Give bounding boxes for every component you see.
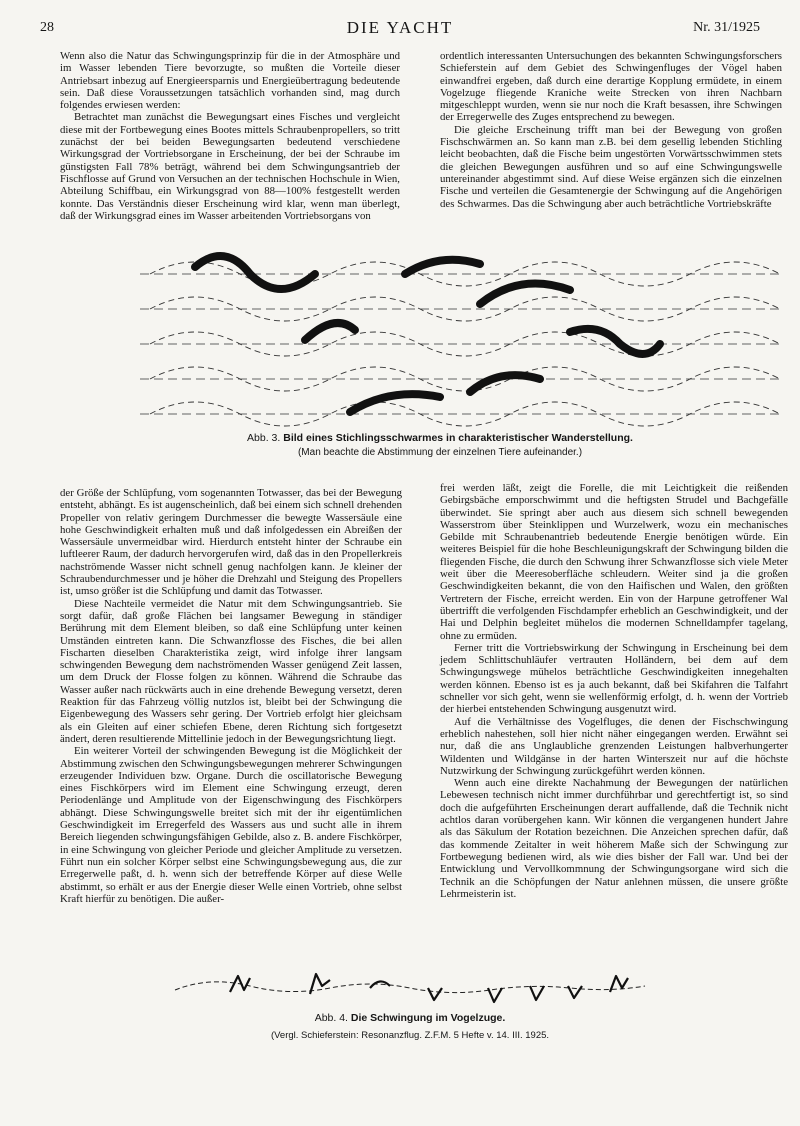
stickleback-swarm-figure — [140, 252, 780, 427]
bird-silhouette — [488, 988, 502, 1002]
paragraph: Ferner tritt die Vortriebswirkung der Schwingung in Erscheinung bei dem jedem Schlittschuhläufer vertrauten Holländern, bei dem auf dem Schwingungswege mühelos beträchtliche Geschwindigkeiten innegehalten werden können. Ebenso ist es ja auch bekannt, daß bei Skifahren die Talfahrt schneller vor sich geht, wenn sie wellenförmig erfolgt, d. h. wenn der Vortrieb der hierbei entstehenden Schwingung ausgenutzt wird. — [440, 641, 788, 716]
fish-silhouette — [405, 260, 480, 274]
fish-silhouette — [480, 284, 570, 304]
bird-silhouette — [428, 988, 442, 1000]
figure-4-note: (Vergl. Schieferstein: Resonanzflug. Z.F.M. 5 Hefte v. 14. III. 1925. — [270, 1030, 550, 1041]
paragraph: Wenn auch eine direkte Nachahmung der Bewegungen der natürlichen Lebewesen technisch nicht immer durchführbar und gerechtfertigt ist, so sind doch die aufgeführten Erscheinungen derart auffallende, daß die Technik nicht achtlos daran vorübergehen kann. Wir können die vergangenen hundert Jahre als das Säkulum der Rotation bezeichnen. Die Anzeichen sprechen dafür, daß das kommende Zeitalter in weit höherem Maße sich der Schwingung zur Fortbewegung bedienen wird, als wie dies bisher der Fall war. Und bei der Entwicklung und Vervollkommnung der Schwingungsorgane wird sich die Technik an die Schöpfungen der Natur anlehnen müssen, die unsere größte Lehrmeisterin ist. — [440, 777, 788, 900]
figure-4-label: Abb. 4. — [314, 1012, 348, 1024]
figure-4-title: Die Schwingung im Vogelzuge. — [350, 1012, 506, 1024]
bird-silhouette — [370, 981, 390, 988]
fish-silhouette — [195, 256, 315, 289]
paragraph: Diese Nachteile vermeidet die Natur mit dem Schwingungsantrieb. Sie sorgt dafür, daß große Flächen bei langsamer Bewegung in ständiger Berührung mit dem Element bleiben, so daß eine Schlüpfung unter keinen Umständen eintreten kann. Die Schwanzflosse des Fisches, die bei allen Fischarten dieselben Charakteristika zeigt, wird infolge ihrer langsam schwingenden Bewegung dem nachströmenden Wasser genügend Zeit lassen, um dem Druck der Flosse folgen zu können. Während die Schraube das Wasser außer nach rückwärts auch in eine drehende Bewegung versetzt, deren Reaktion für das Fahrzeug völlig nutzlos ist, bleibt bei der Schwingung die Eigenbewegung des Wassers sehr gering. Der Vortrieb erfolgt hier gleichsam als ein Gleiten auf einer schiefen Ebene, deren Richtung sich fortgesetzt ändert, deren resultierende Mittellinie jedoch in der Bewegungsrichtung liegt. — [60, 597, 402, 745]
paragraph: der Größe der Schlüpfung, vom sogenannten Totwasser, das bei der Bewegung entsteht, abhängt. Es ist augenscheinlich, daß bei einem sich schnell drehenden Propeller von relativ geringem Durchmesser die bewegte Wassersäule eine hohe Geschwindigkeit erhalten muß und daß infolgedessen ein Abreißen der Wassersäule unvermeidbar wird. Hierdurch entsteht hinter der Schraube ein luftleerer Raum, der dadurch hervorgerufen wird, daß das in den Propellerkreis nachströmende Wasser nicht schnell genug nachfolgen kann. Je kleiner der Schraubendurchmesser und je höher die Drehzahl und Steigung des Propellers ist, umso größer ist die Schlüpfung und damit das Totwasser. — [60, 487, 402, 598]
issue-number: Nr. 31/1925 — [693, 20, 760, 35]
journal-title: DIE YACHT — [346, 18, 454, 37]
figure-3-note: (Man beachte die Abstimmung der einzelnen Tiere aufeinander.) — [297, 447, 583, 458]
bird-silhouette — [568, 986, 582, 998]
fish-silhouette — [350, 394, 440, 412]
figure-3-title: Bild eines Stichlingsschwarmes in charakteristischer Wanderstellung. — [283, 432, 633, 444]
paragraph: Ein weiterer Vorteil der schwingenden Bewegung ist die Möglichkeit der Abstimmung zwischen den Schwingungsbewegungen mehrerer Schwingungen erzeugender Individuen bzw. Organe. Durch die oscillatorische Bewegung eines Fischkörpers wird im Element eine Schwingung erzeugt, deren Periodenlänge und Amplitude von der Eigenschwingung des Fischkörpers abhängt. Diese Schwingungswelle breitet sich mit der ihr eigentümlichen Geschwindigkeit im Erregerfeld des Wassers aus und sucht alle in ihrem Bereich liegenden schwingungsfähigen Gebilde, also z. B. andere Fischkörper, in eine Schwingung von gleicher Periode und gleicher Amplitude zu versetzen. Führt nun ein solcher Körper selbst eine Schwingungsbewegung aus, die zur Erregerwelle paßt, d. h. wenn sich der betreffende Körper auf diese Welle abstimmt, so erhält er aus der Energie dieser Welle einen Vortrieb, ohne selbst Kraft hierfür zu benötigen. Die außer- — [60, 745, 402, 905]
column-top-left — [60, 50, 400, 222]
column-bottom-left — [60, 487, 402, 905]
page-number: 28 — [40, 20, 54, 35]
column-top-right — [440, 50, 782, 210]
bird-silhouette — [530, 986, 544, 1000]
paragraph: frei werden läßt, zeigt die Forelle, die mit Leichtigkeit die reißenden Gebirgsbäche emporschwimmt und die heftigsten Strudel und Bachgefälle überwindet. Sie springt aber auch aus diesem sich schnell bewegenden Wasserstrom über Steinklippen und Wurzelwerk, wozu ein mechanisches Gebilde mit Schraubenantrieb bedeutende Energie benötigen würde. Ein weiteres Beispiel für die hohe Beschleunigungskraft der Schwingung bilden die fliegenden Fische, die durch den Schwung ihrer Schwanzflosse sich viele Meter weit über die Meeresoberfläche schleudern. Weiter sind ja die großen Geschwindigkeiten bekannt, die von den Haifischen und Walen, den größten Vertretern der Fische, erreicht werden. Ein von der Harpune getroffener Wal übertrifft die verfolgenden Fischdampfer erheblich an Geschwindigkeit, und der Hai und Delphin begleitet mühelos die modernen Schnelldampfer tagelang, ohne zu ermüden. — [440, 482, 788, 642]
paragraph: Die gleiche Erscheinung trifft man bei der Bewegung von großen Fischschwärmen an. So kann man z.B. bei dem gesellig lebenden Stichling leicht beobachten, daß die Fische beim ungestörten Vorwärtsschwimmen stets die gleichen Bewegungen ausführen und so auf eine Schwingungswelle untereinander abgestimmt sind. Auf diese Weise ergänzen sich die einzelnen Fische und verteilen die Gesamtenergie der Schwingung auf die Angehörigen des Schwarmes. Das die Schwingung aber auch beträchtliche Vortriebskräfte — [440, 123, 782, 210]
fish-silhouette — [305, 323, 355, 340]
paragraph: Auf die Verhältnisse des Vogelfluges, die denen der Fischschwingung erheblich nahestehen, soll hier nicht näher eingegangen werden. Erwähnt sei nur, daß die ans Unglaubliche grenzenden Leistungen halbverhungerter Wildenten und Wildgänse in der harten Winterszeit nur auf die höchste Nutzwirkung der Schwingung zurückgeführt werden können. — [440, 715, 788, 777]
figure-3-label: Abb. 3. — [247, 432, 281, 444]
paragraph: Wenn also die Natur das Schwingungsprinzip für die in der Atmosphäre und im Wasser lebenden Tiere bevorzugte, so mußten die Vorteile dieser Antriebsart inbezug auf Energieersparnis und Energieübertragung bedeutende sein. Daß diese Voraussetzungen tatsächlich vorhanden sind, mag durch folgendes erwiesen werden: — [60, 50, 400, 112]
bird-flock-figure — [170, 968, 650, 1008]
figure-3-caption — [40, 432, 800, 444]
column-bottom-right — [440, 482, 788, 900]
paragraph: Betrachtet man zunächst die Bewegungsart eines Fisches und vergleicht diese mit der Fortbewegung eines Bootes mittels Schraubenpropellers, so tritt zunächst der bei beiden Bewegungsarten bedeutend verschiedene Wirkungsgrad der Vortriebsorgane in Erscheinung, der bei der Schraube im günstigsten Fall 78% beträgt, während bei dem Schwingungsantrieb der Fischflosse auf Grund von Versuchen an der technischen Hochschule in Wien, Abteilung Schiffbau, ein Wirkungsgrad von 88—100% festgestellt werden konnte. Das Verständnis dieser Erscheinung wird klar, wenn man überlegt, daß der Wirkungsgrad eines im Wasser arbeitenden Vortriebsorgans von — [60, 111, 400, 222]
paragraph: ordentlich interessanten Untersuchungen des bekannten Schwingungsforschers Schieferstein auf dem Gebiet des Schwingenfluges der Vögel haben einwandfrei ergeben, daß durch eine derartige Kopplung ermüdete, in einem Vogelzuge fliegende Kraniche weite Strecken von ihren Nachbarn mitgeschleppt wurden, wenn sie nur noch die Kraft besassen, ihre Schwingen der Erregerwelle des Zuges entsprechend zu bewegen. — [440, 50, 782, 124]
fish-silhouette — [570, 329, 660, 354]
figure-4-caption — [10, 1012, 800, 1024]
